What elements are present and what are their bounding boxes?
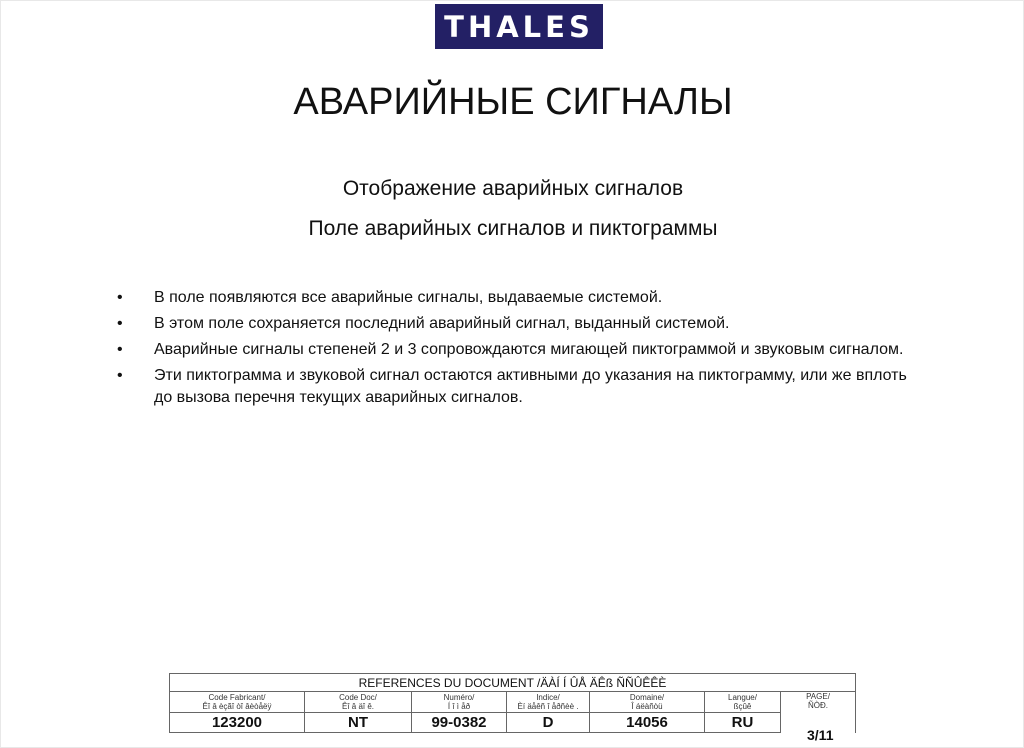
bullet-item: • Аварийные сигналы степеней 2 и 3 сопровождаются мигающей пиктограммой и звуковым сигналом. [113, 339, 913, 361]
label-cell [412, 692, 507, 713]
bullet-item: • Эти пиктограмма и звуковой сигнал остаются активными до указания на пиктограмму, или же вплоть до вызова перечня текущих аварийных сигналов. [113, 365, 913, 409]
label: Code Fabricant/ [208, 693, 266, 702]
thales-logo: THALES [435, 4, 603, 49]
subtitle-1: Отображение аварийных сигналов [342, 177, 684, 200]
label: Indice/ [536, 693, 560, 702]
document-references-table [169, 673, 856, 733]
label: Î áëàñòü [631, 702, 663, 711]
label-cell [507, 692, 590, 713]
label: PAGE/ [806, 692, 830, 701]
table-header: REFERENCES DU DOCUMENT /ÄÀÍ Í ÛÅ ÄÊß ÑÑÛÊÊÈ [170, 674, 856, 692]
label: Êî â èçãî òî âèòåëÿ [202, 702, 272, 711]
value-cell: 99-0382 [412, 713, 507, 733]
value-cell: NT [305, 713, 412, 733]
label: Domaine/ [629, 693, 665, 702]
label-cell [705, 692, 781, 713]
label: ßçûê [733, 702, 752, 711]
label-cell [170, 692, 305, 713]
value-cell: 14056 [590, 713, 705, 733]
label: Code Doc/ [339, 693, 377, 702]
label: Í î ì åð [447, 702, 471, 711]
slide-title: АВАРИЙНЫЕ СИГНАЛЫ [293, 81, 733, 123]
value-cell: 123200 [170, 713, 305, 733]
label: Êî â äî ê. [341, 702, 375, 711]
label-cell [590, 692, 705, 713]
value-cell: RU [705, 713, 781, 733]
label-cell [305, 692, 412, 713]
label: Langue/ [728, 693, 757, 702]
page-number: 3/11 [807, 727, 834, 743]
subtitle-2: Поле аварийных сигналов и пиктограммы [308, 217, 718, 240]
bullet-item: • В этом поле сохраняется последний аварийный сигнал, выданный системой. [113, 313, 913, 335]
label: Numéro/ [443, 693, 475, 702]
bullet-item: • В поле появляются все аварийные сигналы, выдаваемые системой. [113, 287, 913, 309]
label: ÑÒÐ. [808, 701, 828, 710]
label: Èí äåêñ î åðñèè . [517, 702, 579, 711]
value-cell: D [507, 713, 590, 733]
bullet-list [113, 287, 913, 413]
